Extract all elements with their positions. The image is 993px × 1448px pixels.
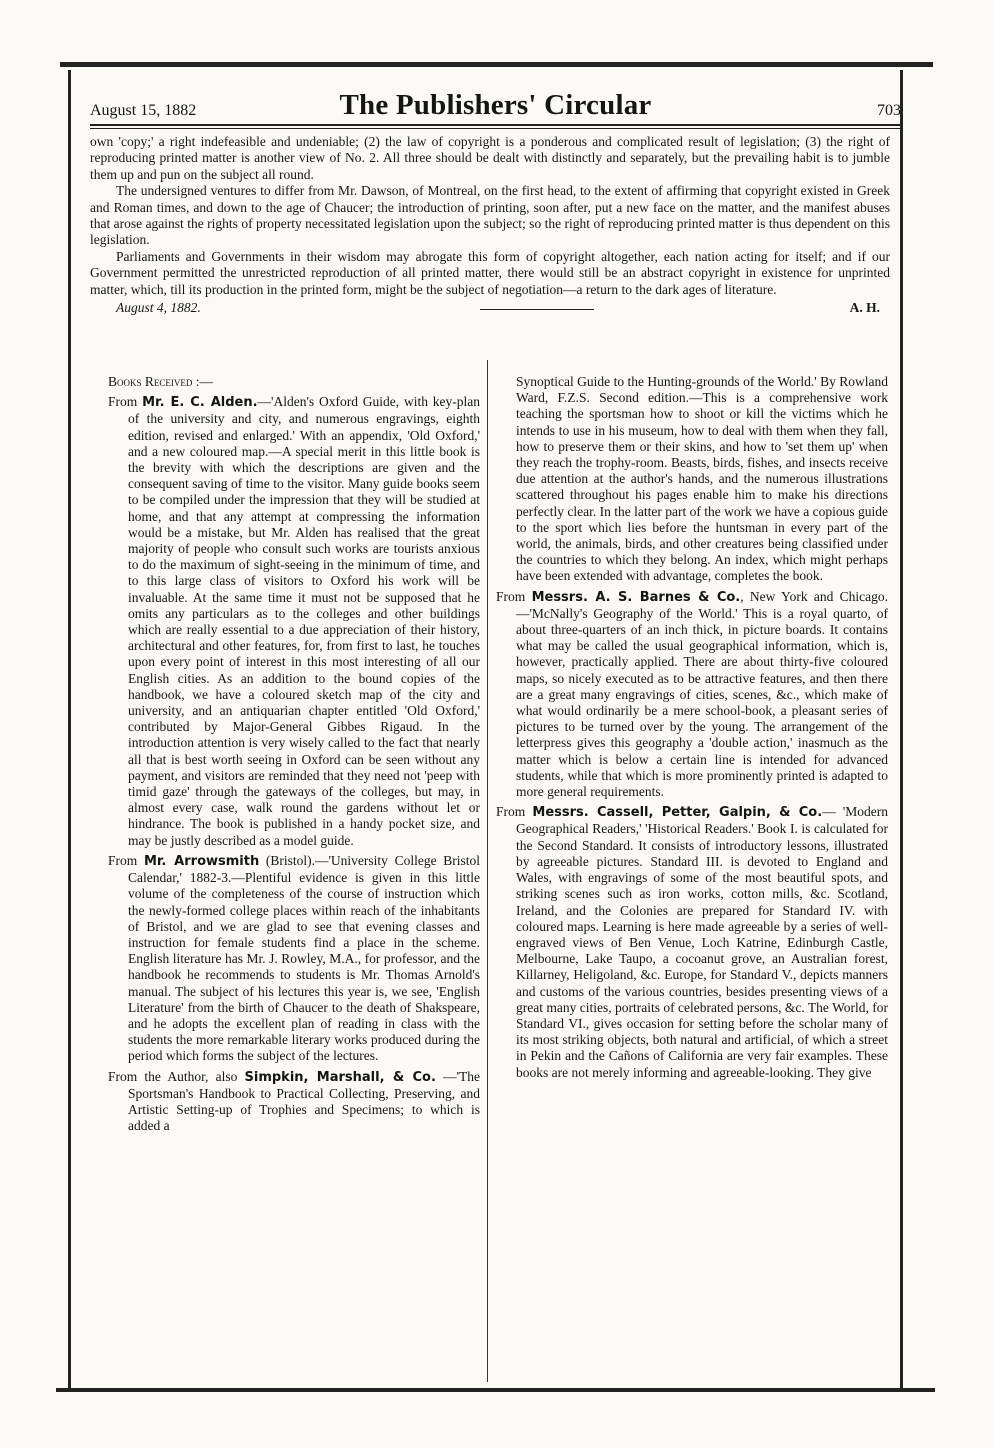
left-margin-rule: [68, 70, 71, 1392]
signoff: [90, 300, 890, 318]
book-entry: [108, 1069, 480, 1135]
entry-text: (Bristol).—'University College Bristol Calendar,' 1882-3.—Plentiful evidence is given in this little volume of the completeness of the course of instruction which the newly-formed college places within reach of the inhabitants of Bristol, and we are glad to see that evening classes and instruction for female students find a place in the scheme. English literature has Mr. J. Rowley, M.A., for professor, and the handbook he recommends to students is Mr. Thomas Arnold's manual. The subject of his lectures this year is, we see, 'English Literature' from the birth of Chaucer to the death of Shakspeare, and he adopts the excellent plan of reading in class with the students the more remarkable literary works produced during the period which forms the subject of the lectures.: [128, 852, 480, 1064]
right-margin-rule: [900, 70, 903, 1392]
entry-from: From: [108, 852, 138, 868]
publisher-name: Mr. E. C. Alden.: [142, 395, 258, 411]
book-entry: [108, 853, 480, 1065]
book-entry: [108, 394, 480, 849]
entry-text: —'The Sportsman's Handbook to Practical Collecting, Preserving, and Artistic Setting-up of Trophies and Specimens; to which is added a: [128, 1068, 480, 1134]
section-heading: Books Received :—: [108, 374, 214, 389]
column-divider: [487, 360, 488, 1382]
entry-from: From: [108, 394, 138, 410]
article-copyright: [90, 134, 890, 318]
left-column: [108, 374, 480, 1138]
book-entry: [496, 804, 888, 1080]
entry-text: , New York and Chicago.—'McNally's Geography of the World.' This is a royal quarto, of about three-quarters of an inch thick, in picture boards. It contains what may be called the usual geographical information, which is, however, practically applied. There are about thirty-five coloured maps, so nicely executed as to be attractive features, and then there are a great many engravings of cities, scenes, &c., which make of what would ordinarily be a mere school-book, a pleasant series of pictures to be turned over by the young. The arrangement of the letterpress gives this geography a 'double action,' inasmuch as the matter which is below a certain line is intended for advanced students, while that which is more prominently printed is adapted to more general requirements.: [516, 588, 889, 800]
author-initials: A. H.: [849, 300, 880, 316]
publisher-name: Messrs. Cassell, Petter, Galpin, & Co.: [532, 805, 823, 821]
entry-continuation: Synoptical Guide to the Hunting-grounds of the World.' By Rowland Ward, F.Z.S. Second edition.—This is a comprehensive work teaching the sportsman how to shoot or kill the victims which he intends to use in his museum, how to deal with them when they fall, how to preserve them or their skins, and how to 'set them up' when they reach the trophy-room. Beasts, birds, fishes, and insects receive due attention at the author's hands, and the numerous illustrations scattered throughout his pages enable him to make his directions perfectly clear. In the latter part of the work we have a copious guide to the sport which lies before the huntsman in every part of the world, the animals, birds, and other creatures being classified under the countries to which they belong. An index, which might perhaps have been extended with advantage, completes the book.: [516, 374, 888, 584]
publisher-name: Mr. Arrowsmith: [143, 853, 260, 869]
header-rule-thin: [90, 128, 901, 129]
issue-date: August 15, 1882: [90, 102, 197, 119]
entry-from: From: [496, 804, 526, 820]
header-rule: [90, 124, 901, 126]
entry-from: From the Author, also: [108, 1068, 238, 1084]
paragraph: The undersigned ventures to differ from Mr. Dawson, of Montreal, on the first head, to the extent of affirming that copyright existed in Greek and Roman times, and down to the age of Chaucer; the introduction of printing, soon after, put a new face on the matter, and the manifest abuses that arose against the rights of property necessitated legislation upon the subject; so the right of reproducing printed matter is thus dependent on this legislation.: [90, 183, 890, 248]
entry-text: —'Alden's Oxford Guide, with key-plan of the university and city, and numerous engravings, eighth edition, revised and enlarged.' With an appendix, 'Old Oxford,' and a new coloured map.—A special merit in this little book is the brevity with which the descriptions are given and the consequent saving of time to the visitor. Many guide books seem to be compiled under the impression that they will be studied at home, and that any attempt at compressing the information would be a mistake, but Mr. Alden has realised that the great majority of people who consult such works are tourists anxious to do the maximum of sight-seeing in the minimum of time, and to this large class of visitors to Oxford his work will be invaluable. At the same time it must not be supposed that he omits any particulars as to the colleges and other buildings which are really essential to a due appreciation of their history, architectural and other features, for, from first to last, he touches upon every point of interest in this most interesting of all our English cities. As an addition to the bound copies of the handbook, we have a coloured sketch map of the city and university, and an antiquarian chapter entitled 'Old Oxford,' contributed by Major-General Gibbes Rigaud. In the introduction attention is very wisely called to the fact that nearly all that is best worth seeing in Oxford can be seen without any payment, and visitors are reminded that they need not 'peep with timid gaze' through the gateways of the colleges, but may, in almost every case, walk round the gardens without let or hindrance. The book is published in a handy pocket size, and may be justly described as a model guide.: [128, 394, 480, 848]
paragraph: Parliaments and Governments in their wisdom may abrogate this form of copyright altogether, each nation acting for itself; and if our Government permitted the unrestricted reproduction of all printed matter, there would still be an abstract copyright in existence for unprinted matter, which, till its production in the printed form, might be the subject of negotiation—a return to the dark ages of literature.: [90, 248, 890, 297]
entry-from: From: [496, 588, 526, 604]
paragraph: own 'copy;' a right indefeasible and undeniable; (2) the law of copyright is a ponderous and complicated result of legislation; (3) the right of reproducing printed matter is another view of No. 2. All three should be dealt with distinctly and separately, but the prevailing habit is to jumble them up and pun on the subject all round.: [90, 134, 890, 182]
signoff-rule: [480, 309, 594, 310]
publication-title: The Publishers' Circular: [339, 89, 652, 121]
entry-text: — 'Modern Geographical Readers,' 'Historical Readers.' Book I. is calculated for the Second Standard. It consists of introductory lessons, illustrated by agreeable pictures. Standard III. is devoted to England and Wales, with engravings of some of the most beautiful spots, and striking scenes such as iron works, cotton mills, &c. Scotland, Ireland, and the Colonies are prepared for Standard IV. with coloured maps. Learning is here made agreeable by a series of well-engraved views of Ben Venue, Loch Katrine, Edinburgh Castle, Melbourne, Lake Taupo, a cocoanut grove, an Australian forest, Killarney, Heligoland, &c. Europe, for Standard V., depicts manners and customs of the various countries, besides presenting views of a great many cities, portraits of celebrated persons, &c. The World, for Standard VI., gives occasion for setting before the scholar many of its most striking objects, both natural and artificial, of which a street in Pekin and the Cañons of California are very fair examples. These books are not merely informing and agreeable-looking. They give: [516, 804, 888, 1080]
publisher-name: Simpkin, Marshall, & Co.: [244, 1069, 436, 1085]
page-number: 703: [877, 102, 901, 119]
book-entry: [496, 589, 888, 801]
page-header: [90, 84, 901, 122]
publisher-name: Messrs. A. S. Barnes & Co.: [531, 589, 741, 605]
top-border-rule: [60, 62, 933, 67]
bottom-border-rule: [56, 1388, 935, 1392]
right-column: [496, 374, 888, 1085]
signed-date: August 4, 1882.: [116, 300, 201, 316]
